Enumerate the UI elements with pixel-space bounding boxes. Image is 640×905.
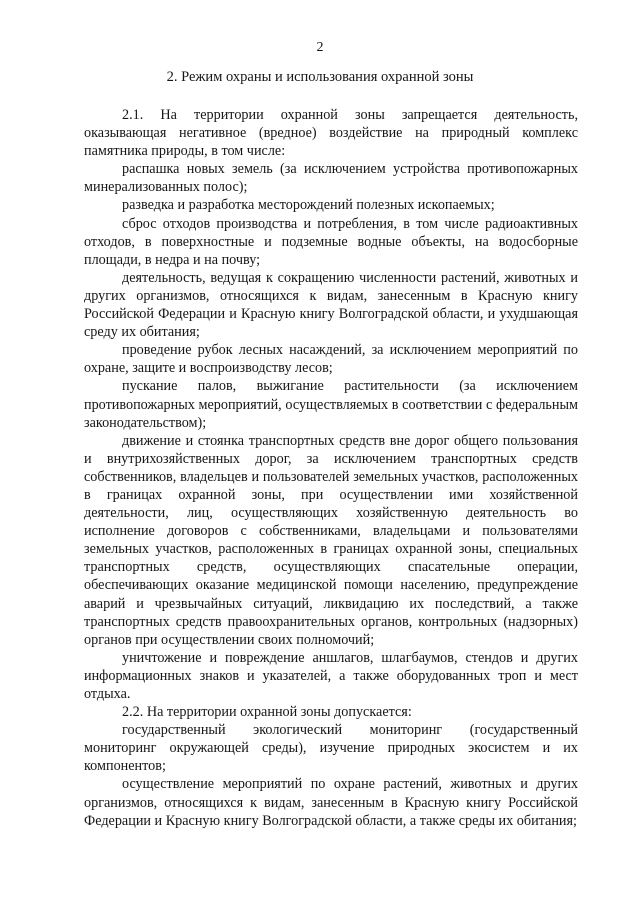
paragraph-monitoring: государственный экологический мониторинг (государственный мониторинг окружающей среды), изучение природных экосистем и их компонентов; — [84, 722, 578, 775]
paragraph-2-1: 2.1. На территории охранной зоны запрещается деятельность, оказывающая негативное (вредное) воздействие на природный комплекс памятника природы, в том числе: — [84, 107, 578, 160]
section-title: 2. Режим охраны и использования охранной зоны — [166, 69, 474, 85]
paragraph-burning: пускание палов, выжигание растительности (за исключением противопожарных мероприятий, осуществляемых в соответствии с федеральным законодательством); — [84, 378, 578, 431]
paragraph-vehicles: движение и стоянка транспортных средств вне дорог общего пользования и внутрихозяйственных дорог, за исключением транспортных средств собственников, владельцев и пользователей земельных участков, расположенных в границах охранной зоны, при осуществлении ими хозяйственной деятельности, лиц, осуществляющих хозяйственную деятельность во исполнение договоров с собственниками, владельцами и пользователями земельных участков, расположенных в границах охранной зоны, специальных транспортных средств, осуществляющих спасательные операции, обеспечивающих оказание медицинской помощи населению, предупреждение аварий и чрезвычайных ситуаций, ликвидацию их последствий, а также транспортных средств правоохранительных органов, контрольных (надзорных) органов при осуществлении своих полномочий; — [84, 432, 578, 648]
paragraph-protection: осуществление мероприятий по охране растений, животных и других организмов, относящихся к видам, занесенным в Красную книгу Российской Федерации и Красную книгу Волгоградской области, а также среды их обитания; — [84, 776, 578, 829]
paragraph-2-2: 2.2. На территории охранной зоны допускается: — [122, 704, 412, 721]
document-body — [84, 106, 578, 830]
paragraph-species: деятельность, ведущая к сокращению численности растений, животных и других организмов, относящихся к видам, занесенным в Красную книгу Российской Федерации и Красную книгу Волгоградской области, и ухудшающая среду их обитания; — [84, 269, 578, 341]
page-number: 2 — [316, 40, 324, 55]
paragraph-logging: проведение рубок лесных насаждений, за исключением мероприятий по охране, защите и воспроизводству лесов; — [84, 342, 578, 377]
paragraph-plowing: распашка новых земель (за исключением устройства противопожарных минерализованных полос); — [84, 161, 578, 196]
paragraph-signs: уничтожение и повреждение аншлагов, шлагбаумов, стендов и других информационных знаков и указателей, а также оборудованных троп и мест отдыха. — [84, 649, 578, 702]
paragraph-waste: сброс отходов производства и потребления, в том числе радиоактивных отходов, в поверхностные и подземные водные объекты, на водосборные площади, в недра и на почву; — [84, 215, 578, 268]
paragraph-mining: разведка и разработка месторождений полезных ископаемых; — [122, 197, 495, 214]
